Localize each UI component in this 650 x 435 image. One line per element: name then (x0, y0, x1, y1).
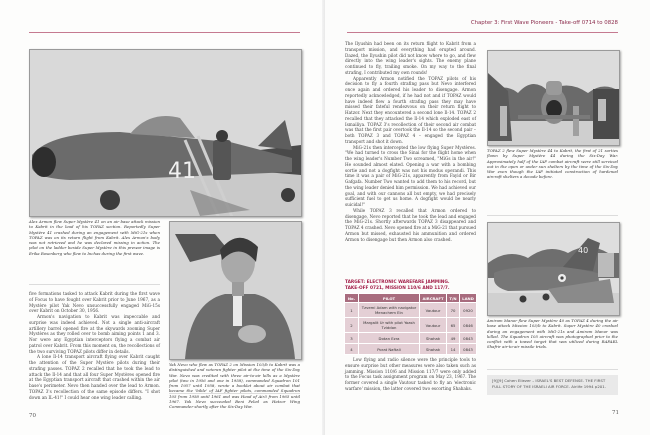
photo-yak-nevo (169, 221, 302, 360)
photo-caption-super-mystere-44: TOPAZ 2 flew Super Mystère 44 to Kabrit, the first of 21 sorties flown by Super Mystère 44 during the Six-Day War. Approximately half of the IAF combat aircraft were still serviced out in the open or under sun shelters by the time of the Six-Day War even though the IAF initiated construction of hardened aircraft shelters a decade before. (487, 148, 618, 180)
header-rule (29, 32, 300, 33)
photo-super-mystere-41 (29, 49, 302, 217)
photo-caption-super-mystere-40: Amiram Manor flew Super Mystère 40 as TOPAZ 4 during the air base attack Mission 103/b to Kabrit. Super Mystère 40 crashed during an engagement with MiG-21s and Amiram Manor was killed. The Squadron 105 aircraft was photographed prior to the conflict with a towed target that was utilized during RAFAEL Shafrir air-to-air missile trials. (487, 318, 618, 350)
photo-caption-armon: Alex Armon flew Super Mystère 41 on an air base attack mission to Kabrit in the lead of his TOPAZ section. Reportedly Super Mystère 41 crashed during an engagement with MiG-21s when TOPAZ was on its return flight from Kabrit. Alex Armon's body was not retrieved and he was declared missing in action. The pilot on the ladder beside Super Mystère in this prewar image is Erika Rosenberg who flew to Inchas during the first wave. (29, 219, 160, 256)
cell-pilot: Tzvemi Adam with navigator Menachem Ein (359, 303, 419, 317)
cell-land: 0843 (460, 344, 476, 354)
caption-separator (487, 215, 618, 216)
column-header-land: LAND (460, 294, 476, 302)
cell-land: 0920 (460, 303, 476, 317)
cell-land: 0843 (460, 333, 476, 343)
cell-pilot: Porat Naftali (359, 344, 419, 354)
photo-caption-nevo: Yak Nevo who flew as TOPAZ 2 on Mission 103/b to Kabrit was a distinguished and veteran fighter pilot at the time of the Six-Day War. Nevo was credited with three air-to-air kills as a Mystère pilot (two in 1956 and one in 1958), commanded Squadron 101 from 1957 until 1958, wrote a booklet about air combat that became the 'bible' of IAF fighter pilots, commanded Squadron 105 from 1958 until 1961 and was Head of Air3 from 1965 until 1967. Yak Nevo succeeded Beni Peled as Hatzor Wing Commander shortly after the Six-Day War. (169, 362, 300, 410)
body-text-left (29, 291, 160, 400)
table-title-line-2: TAKE-OFF 0721, MISSION 110/6 AND 117/7. (345, 286, 450, 291)
header-rule (347, 32, 618, 33)
table-header-row (345, 294, 476, 302)
cell-aircraft: Vautour (420, 303, 446, 317)
running-head: Chapter 3: First Wave Pioneers - Take-off 0714 to 0828 (470, 20, 618, 26)
cell-no: 4 (345, 344, 358, 354)
table-row (345, 333, 476, 343)
caption-separator (487, 369, 618, 370)
cell-aircraft: Shahak (420, 333, 446, 343)
paragraph: The Ilyushin had been on its return flight to Kabrit from a transport mission, and everything had erupted around. Dazed, the Ilyushin pilot did not know where to go, and flew directly into the wing leader's sights. The enemy plane continued to fly, trailing smoke. On my way to the final strafing, I contributed my own rounds! (345, 41, 476, 75)
paragraph: five formations tasked to attack Kabrit during the first wave of Focus to have fought over Kabrit prior to June 1967, as a Mystère pilot Yak Nevo unsuccessfully engaged MiG-15s over Kabrit on October 30, 1956. (29, 291, 160, 314)
ground-crew-photo-image (488, 51, 619, 145)
cell-no: 2 (345, 318, 358, 332)
cell-pilot: Dotan Ezra (359, 333, 419, 343)
page-number-left: 70 (29, 413, 36, 419)
cell-no: 3 (345, 333, 358, 343)
column-header-no: No. (345, 294, 358, 302)
paragraph: While TOPAZ 3 recalled that Armon ordered to disengage, Nevo reported that he took the lead and engaged the MiG-21s. Shortly afterwards TOPAZ 3 disappeared and TOPAZ 4 crashed. Nevo opened fire at a MiG-21 that pursued Armon but missed, exhausted his ammunition and ordered Armon to disengage but then Armon also crashed. (345, 207, 476, 242)
cell-no: 1 (345, 303, 358, 317)
tail-number-41: 41 (168, 159, 196, 184)
table-title-line-1: TARGET: ELECTRONIC WAREFARE JAMMING. (345, 280, 450, 285)
paragraph: Low flying and radio silence were the principle tools to ensure surprise but other measures were also taken such as jamming. Mission 110/6 and Mission 117/7 were only added to the Focus task assignment program on May 23, 1967. The former covered a single Vautour tasked to fly an 'electronic warfare' mission, the latter covered two escorting Shahaks. (345, 357, 476, 391)
mission-table (344, 293, 477, 355)
right-page (325, 0, 650, 435)
column-header-pilot: PILOT (359, 294, 419, 302)
towed-target-photo-image (488, 223, 619, 315)
portrait-photo-image (170, 222, 301, 359)
cell-tn: 65 (447, 318, 459, 332)
photo-super-mystere-44 (487, 50, 620, 146)
cell-tn: 14 (447, 344, 459, 354)
cell-tn: 49 (447, 333, 459, 343)
column-header-aircraft: AIRCRAFT (420, 294, 446, 302)
caption-separator (29, 284, 160, 285)
table-row (345, 344, 476, 354)
caption-separator (169, 393, 300, 394)
tail-number-40: 40 (578, 246, 589, 255)
footnote: [9][9] Cohen Eliezer – ISRAEL'S BEST DEFENSE. THE FIRST FULL STORY OF THE ISRAELI AIR FORCE. Airlife 1994 p201. (487, 375, 618, 395)
table-row (345, 318, 476, 332)
cell-tn: 70 (447, 303, 459, 317)
paragraph: MiG-21s then intercepted the low flying Super Mystères. "We had turned to cross the Sinai for the flight home when the wing leader's Number Two screamed, "MiGs in the air!" He sounded almost elated. Opening a war with a bombing sortie and not a dogfight was not his modus operandi. This time it was a pair of MiG-21s, apparently from Fayid or Bir Gafgafa. Number Two wanted to add them to his record, but the wing leader denied him permission. We had achieved our goal, and with our cannons all but empty, we had precisely sufficient fuel to get us home. A dogfight would be nearly suicidal!" (345, 144, 476, 207)
column-header-tn: T/N (447, 294, 459, 302)
body-text-right-top (345, 41, 476, 242)
body-text-right-bottom (345, 357, 476, 392)
paragraph: Armon's navigation to Kabrit was impeccable and surprise was indeed achieved. Not a single anti-aircraft artillery barrel opened fire at the skywards zooming Super Mystères as they rolled over to bomb aiming points 1 and 3. Nor were any Egyptian interceptors flying a combat air patrol over Kabrit. From this moment on, the recollections of the two surviving TOPAZ pilots differ in details. (29, 314, 160, 354)
paragraph: A lone Il-14 transport aircraft flying over Kabrit caught the attention of the Super Mystère pilots during their strafing passes. TOPAZ 2 recalled that he took the lead to attack the Il-14 and that all four Super Mystères opened fire at the Egyptian transport aircraft that crashed within the air base's perimeter. Nevo then handed over the lead to Armon. TOPAZ 3's recollection of the same episode differs. "I shot down an IL-41!" I could hear one wing leader calling. (29, 354, 160, 400)
photo-super-mystere-40 (487, 222, 620, 316)
table-title (345, 280, 450, 292)
aircraft-photo-image (30, 50, 301, 216)
cell-land: 0846 (460, 318, 476, 332)
page-number-right: 71 (612, 410, 619, 416)
cell-pilot: Margalit Ur with pilot Yoash Tziddon (359, 318, 419, 332)
table-row (345, 303, 476, 317)
cell-aircraft: Vautour (420, 318, 446, 332)
paragraph: Apparently Armon notified the TOPAZ pilots of his decision to fly a fourth strafing pass but Nevo interfered once again and ordered his leader to disengage. Armon reportedly acknowledged, if he had not and if TOPAZ would have indeed flew a fourth strafing pass they may have missed their fateful rendezvous on their return flight to Hatzor. Next they encountered a second lone Il-14. TOPAZ 2 recalled that they attacked the Il-14 which exploded east of Ismailiya. TOPAZ 3's recollection of their second air combat was that the first pair overtook the Il-14 so the second pair – both TOPAZ 3 and TOPAZ 4 – engaged the Egyptian transport and shot it down. (345, 75, 476, 144)
cell-aircraft: Shahak (420, 344, 446, 354)
